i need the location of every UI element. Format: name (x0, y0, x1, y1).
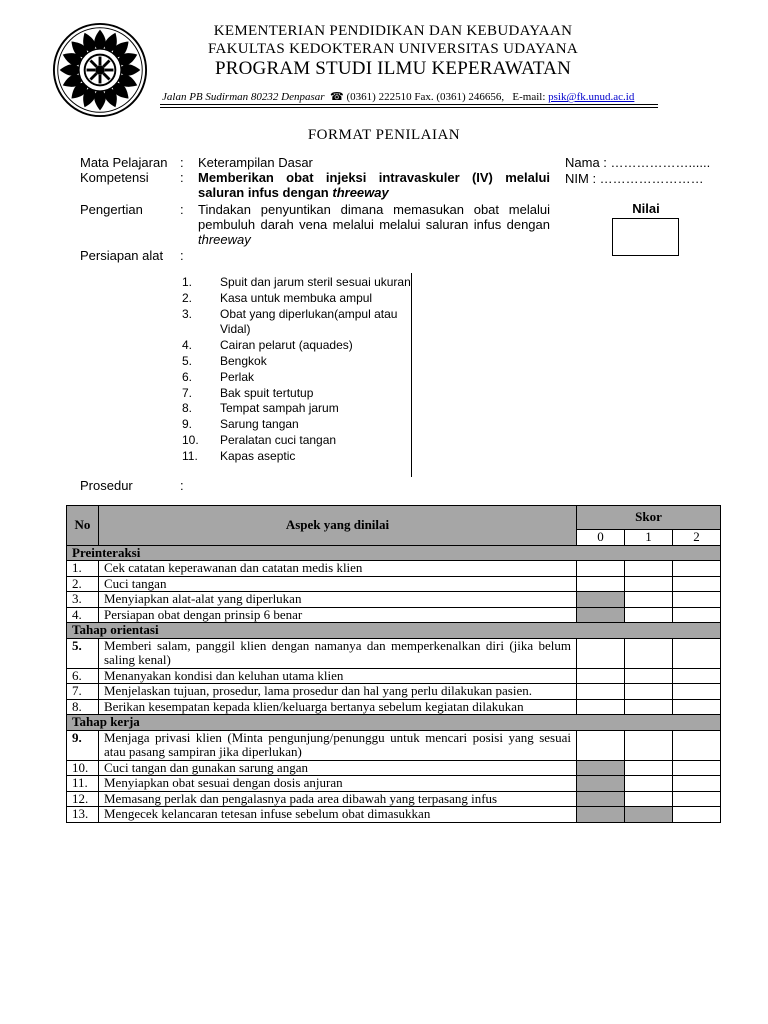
row-number: 7. (67, 684, 99, 700)
score-cell-2[interactable] (673, 668, 721, 684)
table-row (67, 699, 721, 715)
score-cell-2[interactable] (673, 607, 721, 623)
table-row (67, 607, 721, 623)
table-row (67, 592, 721, 608)
row-aspect: Persiapan obat dengan prinsip 6 benar (99, 607, 577, 623)
tools-divider (411, 273, 412, 477)
table-row (67, 668, 721, 684)
score-cell-1[interactable] (625, 668, 673, 684)
table-header-row (67, 506, 721, 530)
row-number: 10. (67, 760, 99, 776)
row-number: 5. (67, 638, 99, 668)
score-cell-0[interactable] (577, 576, 625, 592)
tool-text: Spuit dan jarum steril sesuai ukuran (220, 275, 411, 289)
row-aspect: Mengecek kelancaran tetesan infuse sebelum obat dimasukkan (99, 807, 577, 823)
score-cell-0 (577, 807, 625, 823)
row-aspect: Menyiapkan alat-alat yang diperlukan (99, 592, 577, 608)
tool-text: Kapas aseptic (220, 448, 296, 463)
kompetensi-value (198, 170, 550, 200)
score-cell-2[interactable] (673, 638, 721, 668)
row-aspect: Menjelaskan tujuan, prosedur, lama prosedur dan hal yang perlu dilakukan pasien. (99, 684, 577, 700)
score-cell-1[interactable] (625, 730, 673, 760)
tool-number: 8. (182, 401, 193, 416)
tool-item (182, 354, 412, 370)
colon: : (180, 170, 184, 185)
tool-item (182, 449, 412, 465)
tool-item (182, 275, 412, 291)
tool-text: Perlak (220, 369, 255, 384)
phone-fax: (0361) 222510 Fax. (0361) 246656, (346, 91, 505, 103)
tool-number: 6. (182, 369, 193, 384)
row-aspect: Menjaga privasi klien (Minta pengunjung/penunggu untuk mencari posisi yang sesuai atau pasang sampiran jika diperlukan) (99, 730, 577, 760)
email-link[interactable]: psik@fk.unud (548, 91, 611, 103)
tool-number: 7. (182, 385, 193, 400)
nilai-label: Nilai (632, 201, 660, 216)
score-0-header: 0 (577, 530, 625, 546)
table-row (67, 638, 721, 668)
tool-text: Bengkok (220, 353, 267, 368)
score-cell-2[interactable] (673, 807, 721, 823)
tool-number: 11. (182, 448, 198, 463)
score-cell-1 (625, 807, 673, 823)
score-cell-2[interactable] (673, 592, 721, 608)
email-label: E-mail: (512, 91, 546, 103)
header-no: No (67, 506, 99, 546)
section-row (67, 623, 721, 639)
ministry-name: KEMENTERIAN PENDIDIKAN DAN KEBUDAYAAN (213, 23, 573, 39)
score-cell-2[interactable] (673, 791, 721, 807)
row-number: 1. (67, 561, 99, 577)
section-row (67, 545, 721, 561)
score-cell-1[interactable] (625, 684, 673, 700)
score-cell-0[interactable] (577, 699, 625, 715)
tool-item (182, 401, 412, 417)
row-number: 2. (67, 576, 99, 592)
score-cell-1[interactable] (625, 699, 673, 715)
score-cell-1[interactable] (625, 776, 673, 792)
tool-item (182, 307, 412, 339)
logo-petal (94, 30, 106, 51)
header-rule-thick (160, 104, 658, 105)
score-cell-2[interactable] (673, 684, 721, 700)
row-aspect: Memberi salam, panggil klien dengan namanya dan memperkenalkan diri (jika belum saling kenal) (99, 638, 577, 668)
logo-petal (119, 64, 140, 76)
score-cell-1[interactable] (625, 607, 673, 623)
kompetensi-italic: threeway (332, 185, 389, 200)
pengertian-label: Pengertian (80, 202, 143, 217)
table-row (67, 807, 721, 823)
tool-text: Kasa untuk membuka ampul (220, 290, 373, 305)
score-cell-1[interactable] (625, 561, 673, 577)
row-aspect: Cuci tangan (99, 576, 577, 592)
row-aspect: Menyiapkan obat sesuai dengan dosis anjuran (99, 776, 577, 792)
score-cell-1[interactable] (625, 791, 673, 807)
row-number: 8. (67, 699, 99, 715)
colon: : (180, 478, 184, 493)
tools-list (182, 275, 412, 465)
score-cell-1[interactable] (625, 638, 673, 668)
row-number: 12. (67, 791, 99, 807)
kompetensi-text: Memberikan obat injeksi intravaskuler (IV) melalui saluran infus dengan (198, 170, 550, 200)
row-number: 11. (67, 776, 99, 792)
kompetensi-label: Kompetensi (80, 170, 149, 185)
score-cell-0[interactable] (577, 668, 625, 684)
nama-field[interactable]: Nama : ………………...... (565, 155, 711, 170)
section-title: Tahap orientasi (67, 623, 721, 639)
row-number: 6. (67, 668, 99, 684)
form-title: FORMAT PENILAIAN (307, 127, 461, 143)
row-number: 3. (67, 592, 99, 608)
score-cell-2[interactable] (673, 760, 721, 776)
tool-text: Cairan pelarut (aquades) (220, 338, 353, 353)
phone-icon: ☎ (327, 91, 344, 103)
header-rule-thin (160, 107, 658, 108)
logo-petal (94, 89, 106, 110)
colon: : (180, 202, 184, 217)
mata-pelajaran-value: Keterampilan Dasar (198, 155, 313, 170)
mata-pelajaran-label: Mata Pelajaran (80, 155, 168, 170)
section-title: Tahap kerja (67, 715, 721, 731)
section-row (67, 715, 721, 731)
prosedur-label: Prosedur (80, 478, 133, 493)
row-aspect: Cuci tangan dan gunakan sarung angan (99, 760, 577, 776)
pengertian-text: Tindakan penyuntikan dimana memasukan obat melalui pembuluh darah vena melalui melalui saluran infus dengan (198, 202, 550, 232)
row-number: 13. (67, 807, 99, 823)
pengertian-italic: threeway (198, 232, 251, 247)
tool-number: 3. (182, 306, 193, 321)
score-cell-1[interactable] (625, 592, 673, 608)
email-domain: .ac.id (610, 91, 635, 103)
score-cell-2[interactable] (673, 576, 721, 592)
street-address: Jalan PB Sudirman 80232 Denpasar (162, 91, 325, 103)
section-title: Preinteraksi (67, 545, 721, 561)
score-cell-2[interactable] (673, 776, 721, 792)
tool-item (182, 338, 412, 354)
colon: : (180, 155, 184, 170)
table-row (67, 561, 721, 577)
score-cell-0 (577, 760, 625, 776)
score-cell-0 (577, 791, 625, 807)
tool-number: 2. (182, 290, 193, 305)
score-2-header: 2 (673, 530, 721, 546)
pengertian-value (198, 202, 550, 247)
score-cell-0[interactable] (577, 684, 625, 700)
tool-number: 4. (182, 338, 193, 353)
table-row (67, 684, 721, 700)
tool-text: Bak spuit tertutup (220, 385, 314, 400)
row-aspect: Berikan kesempatan kepada klien/keluarga bertanya sebelum kegiatan dilakukan (99, 699, 577, 715)
program-name: PROGRAM STUDI ILMU KEPERAWATAN (214, 58, 572, 79)
tool-item (182, 370, 412, 386)
university-logo-seal (52, 22, 148, 118)
row-aspect: Cek catatan keperawanan dan catatan medis klien (99, 561, 577, 577)
tool-number: 1. (182, 275, 193, 289)
faculty-name: FAKULTAS KEDOKTERAN UNIVERSITAS UDAYANA (207, 41, 578, 57)
score-cell-0[interactable] (577, 730, 625, 760)
tool-number: 5. (182, 353, 193, 368)
address-line (162, 90, 634, 103)
tool-text: Sarung tangan (220, 417, 299, 432)
header-skor: Skor (577, 506, 721, 530)
tool-number: 9. (182, 417, 193, 432)
tool-text: Tempat sampah jarum (220, 401, 339, 416)
score-cell-0[interactable] (577, 561, 625, 577)
score-cell-0 (577, 776, 625, 792)
header-aspek: Aspek yang dinilai (99, 506, 577, 546)
table-row (67, 760, 721, 776)
tool-item (182, 433, 412, 449)
score-cell-1[interactable] (625, 760, 673, 776)
tool-text: Peralatan cuci tangan (220, 432, 337, 447)
row-number: 4. (67, 607, 99, 623)
row-number: 9. (67, 730, 99, 760)
table-row (67, 730, 721, 760)
score-1-header: 1 (625, 530, 673, 546)
assessment-table (66, 505, 721, 823)
score-cell-0[interactable] (577, 638, 625, 668)
score-cell-2[interactable] (673, 730, 721, 760)
logo-petal (60, 64, 81, 76)
row-aspect: Memasang perlak dan pengalasnya pada area dibawah yang terpasang infus (99, 791, 577, 807)
nim-field[interactable]: NIM : …………………… (565, 171, 704, 186)
score-cell-2[interactable] (673, 561, 721, 577)
table-row (67, 791, 721, 807)
score-cell-0 (577, 607, 625, 623)
tool-item (182, 386, 412, 402)
colon: : (180, 248, 184, 263)
table-row (67, 576, 721, 592)
score-cell-1[interactable] (625, 576, 673, 592)
persiapan-alat-label: Persiapan alat (80, 248, 164, 263)
tool-item (182, 291, 412, 307)
score-cell-0 (577, 592, 625, 608)
tool-text: Obat yang diperlukan(ampul atau Vidal) (220, 306, 398, 337)
score-cell-2[interactable] (673, 699, 721, 715)
tool-item (182, 417, 412, 433)
nilai-box[interactable] (612, 218, 679, 256)
table-row (67, 776, 721, 792)
tool-number: 10. (182, 432, 199, 447)
row-aspect: Menanyakan kondisi dan keluhan utama klien (99, 668, 577, 684)
